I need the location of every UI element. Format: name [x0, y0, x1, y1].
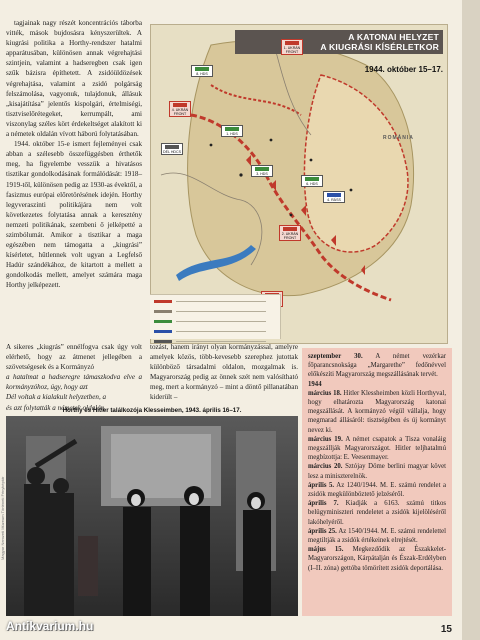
- chronology-entry: szeptember 30. A német vezérkar főparancsnoksága „Margarethe” fedőnévvel előkészíti Magyarország megszállásának tervét.: [308, 353, 446, 379]
- unit-flag-icon: [173, 103, 187, 107]
- legend-row: [154, 329, 276, 335]
- unit-flag-icon: [283, 227, 297, 231]
- map-title-line-2: A KIUGRÁSI KÍSÉRLETKOR: [320, 42, 439, 52]
- legend-text-line: [176, 331, 266, 332]
- unit-flag-icon: [327, 193, 341, 197]
- middle-left-line-4: és azt folytatták a németek oldalán.: [6, 403, 107, 412]
- chronology-entry: március 19. A német csapatok a Tisza vonaláig megszállják Magyarországot. Hitler teljhatalmú megbízottja: E. Veesenmayer.: [308, 435, 446, 462]
- unit-1-ukrainian-front: 1. UKRÁN FRONT: [281, 39, 303, 55]
- map-title-line-1: A KATONAI HELYZET: [348, 32, 439, 42]
- middle-left-line-2: a hatalmat a hadseregre támaszkodva elve a kormányzóhoz, úgy, hogy azt: [6, 373, 142, 392]
- unit-8-hds: 8. HDS: [191, 65, 213, 77]
- photo-credit: Magyar Nemzeti Múzeum Történeti Fényképtár: [0, 476, 5, 560]
- legend-text-line: [176, 321, 266, 322]
- middle-left-line-1: A sikeres „kiugrás” ennélfogva csak úgy volt elérhető, hogy az átmenet jellegében a szövetségesek és a Kormányzó: [6, 343, 142, 372]
- watermark: Antikvarium.hu: [6, 619, 94, 633]
- historical-photo: [6, 416, 298, 616]
- legend-swatch-icon: [154, 310, 172, 313]
- legend-text-line: [176, 301, 266, 302]
- chronology-entry: március 20. Sztójay Döme berlini magyar követ lesz a miniszterelnök.: [308, 463, 446, 480]
- photo-caption: Horthy és Hitler találkozója Klesseimben, 1943. április 16–17.: [62, 407, 242, 414]
- chronology-entry: április 7. Kiadják a 6163. számú titkos belügyminiszteri rendeletet a zsidók kijelöléséről lakóhelyéről.: [308, 500, 446, 526]
- chronology-box: [302, 348, 452, 616]
- left-paragraph-2: 1944. október 15-e ismert fejleményei csak abban a szélesebb összefüggésben érthetők meg, ha figyelembe vesszük a hivatásos tisztikar gondolkodásának formálódását: 1918–1919-től, különösen pedig az 1930-as évektől, a fasizmus európai előretörésének idején. Horthy legyveraszinti politikájára nem volt következetes folytatása annak a keresztény nemzeti politikának, szembeni ő jelképetté a szimbólumát. Amikor a tisztikar a maga egészében nem támogatta a „kiugrási” kísérletet, hűtlennek volt ugyan a Legfelső Hadúr szándékához, de kitartott a mellett a gondolkodás mellett, amelyet számára maga Horthy jelképezett.: [6, 140, 142, 290]
- unit-4-rass: 4. RÁSS: [323, 191, 345, 203]
- middle-right-paragraph: tozást, hanem irányt olyan kormányzással, amelyre amelyek közös, több-kevesebb szerephez jutottak különböző társadalmi oldalon, mozgalmak is. Magyarország pedig az önnek szét nem valósítható meg, mert a kormányzó – mint a döntő pillanatában kiderült –: [150, 343, 298, 402]
- photo-graphic: [6, 416, 298, 616]
- legend-swatch-icon: [154, 300, 172, 303]
- map-title: [235, 30, 443, 54]
- unit-flag-icon: [285, 41, 299, 45]
- unit-4-ukrainian-front: 4. UKRÁN FRONT: [169, 101, 191, 117]
- chronology-entry: 1944: [308, 380, 322, 388]
- middle-right-text: [150, 342, 298, 402]
- unit-1-hds: 1. HDS: [221, 125, 243, 137]
- unit-del-hdcs: DÉL HDCS: [161, 143, 183, 155]
- unit-flag-icon: [305, 177, 319, 181]
- chronology-entry: május 15. Megkezdődik az Északkelet-Magyarországon, Kárpátalján és Észak-Erdélyben (I–II. zóna) gettóba tömörített zsidók deportálása.: [308, 546, 446, 572]
- legend-row: [154, 299, 276, 305]
- unit-flag-icon: [255, 167, 269, 171]
- map-date: 1944. október 15–17.: [364, 65, 443, 74]
- left-paragraph-1: tagjainak nagy részét koncentrációs táborba vitték, mások bujdosásra kényszerültek. A kiugrási politika a Horthy-rendszer hatalmi apparátusában, különösen annak végrehajtási szintjein, valamint a hadseregben csak igen szűk bázisra építhetett. A zsidóüldözések végrehajtása, valamint a zsidó polgárság felszámolása, vagyonuk, tulajdonuk, állásuk „kisajátítása” jelentős kispolgári, értelmiségi, tisztviselőrétegeket, kerrumpált, ami viszonylag széles kört érdekeltséget alakított ki a németek oldalán vívott háború folytatásában.: [6, 19, 142, 139]
- unit-2-ukrainian-front: 2. UKRÁN FRONT: [279, 225, 301, 241]
- chronology-entry: április 5. Az 1240/1944. M. E. számú rendelet a zsidók megkülönböztető jelzéséről.: [308, 481, 446, 499]
- page-number: 15: [440, 624, 452, 635]
- legend-text-line: [176, 311, 266, 312]
- page-edge: [462, 0, 480, 640]
- unit-flag-icon: [165, 145, 179, 149]
- unit-flag-icon: [195, 67, 209, 71]
- chronology-entry: április 25. Az 1540/1944. M. E. számú rendelettel megtiltják a zsidók értékeinek elrejtését.: [308, 527, 447, 545]
- left-column-text: [6, 18, 142, 336]
- legend-row: [154, 319, 276, 325]
- country-label-romania: ROMÁNIA: [383, 135, 414, 141]
- middle-left-line-3: Dél voltak a kialakult helyzetben, a: [6, 393, 107, 402]
- legend-swatch-icon: [154, 320, 172, 323]
- chronology-entry: március 18. Hitler Klessheimben közli Horthyval, hogy elhatározta Magyarország katonai megszállását. A kormányzó végül vállalja, hogy megmarad állásáról: tisztségében és új kormányt nevez ki.: [308, 389, 447, 434]
- unit-6-hds: 6. HDS: [301, 175, 323, 187]
- map-legend: [150, 294, 281, 339]
- legend-row: [154, 309, 276, 315]
- legend-swatch-icon: [154, 330, 172, 333]
- middle-left-text: [6, 342, 142, 412]
- unit-3-hds: 3. HDS: [251, 165, 273, 177]
- unit-flag-icon: [225, 127, 239, 131]
